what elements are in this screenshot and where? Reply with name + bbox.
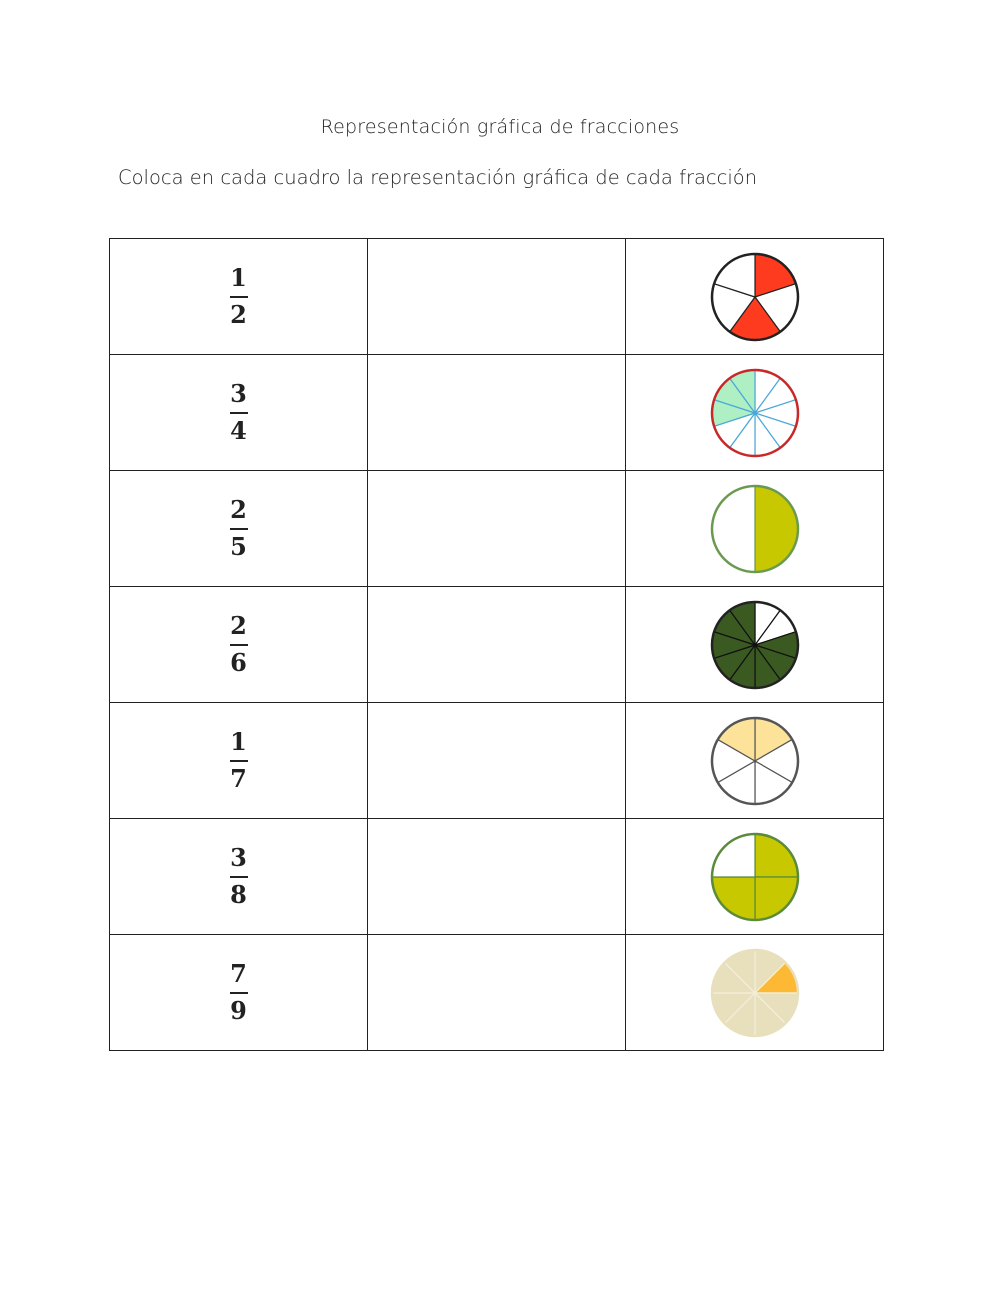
numerator: 2 <box>230 495 247 524</box>
denominator: 8 <box>230 880 247 909</box>
pie-slice-empty <box>712 486 755 572</box>
pie-cell <box>626 819 884 935</box>
table-row <box>110 703 884 819</box>
pie-slice-shaded <box>755 486 798 572</box>
fraction <box>230 613 248 676</box>
fraction-cell <box>110 471 368 587</box>
drop-target-cell[interactable] <box>368 239 626 355</box>
numerator: 2 <box>230 611 247 640</box>
drop-target-cell[interactable] <box>368 819 626 935</box>
denominator: 9 <box>230 996 247 1025</box>
fraction-cell <box>110 239 368 355</box>
fraction-pie-image[interactable] <box>705 943 805 1043</box>
drop-target-cell[interactable] <box>368 471 626 587</box>
table-row <box>110 239 884 355</box>
drop-target-cell[interactable] <box>368 355 626 471</box>
fraction-cell <box>110 935 368 1051</box>
numerator: 1 <box>230 727 247 756</box>
fraction-bar <box>230 296 248 298</box>
fraction-cell <box>110 355 368 471</box>
fraction-bar <box>230 412 248 414</box>
table-row <box>110 587 884 703</box>
fraction-pie-image[interactable] <box>705 827 805 927</box>
fraction-cell <box>110 703 368 819</box>
table-row <box>110 471 884 587</box>
drop-target-cell[interactable] <box>368 703 626 819</box>
table-row <box>110 355 884 471</box>
fraction <box>230 961 248 1024</box>
fraction-pie-image[interactable] <box>705 711 805 811</box>
pie-cell <box>626 703 884 819</box>
table-row <box>110 819 884 935</box>
pie-cell <box>626 935 884 1051</box>
fraction-cell <box>110 819 368 935</box>
drop-target-cell[interactable] <box>368 935 626 1051</box>
pie-cell <box>626 471 884 587</box>
denominator: 5 <box>230 532 247 561</box>
drop-target-cell[interactable] <box>368 587 626 703</box>
denominator: 7 <box>230 764 247 793</box>
table-row <box>110 935 884 1051</box>
numerator: 1 <box>230 263 247 292</box>
fraction-cell <box>110 587 368 703</box>
pie-cell <box>626 587 884 703</box>
fraction <box>230 845 248 908</box>
fraction-bar <box>230 644 248 646</box>
fraction-pie-image[interactable] <box>705 247 805 347</box>
fraction <box>230 265 248 328</box>
fraction <box>230 729 248 792</box>
fraction <box>230 381 248 444</box>
fraction-pie-image[interactable] <box>705 595 805 695</box>
numerator: 7 <box>230 959 247 988</box>
pie-cell <box>626 355 884 471</box>
fractions-table <box>109 238 884 1051</box>
worksheet-instructions: Coloca en cada cuadro la representación gráfica de cada fracción <box>118 166 758 189</box>
fraction-bar <box>230 992 248 994</box>
numerator: 3 <box>230 379 247 408</box>
pie-cell <box>626 239 884 355</box>
numerator: 3 <box>230 843 247 872</box>
fraction-pie-image[interactable] <box>705 363 805 463</box>
denominator: 6 <box>230 648 247 677</box>
fraction-pie-image[interactable] <box>705 479 805 579</box>
denominator: 4 <box>230 416 247 445</box>
fraction-bar <box>230 528 248 530</box>
fraction-bar <box>230 760 248 762</box>
denominator: 2 <box>230 300 247 329</box>
worksheet-title: Representación gráfica de fracciones <box>320 116 680 138</box>
fraction <box>230 497 248 560</box>
fraction-bar <box>230 876 248 878</box>
